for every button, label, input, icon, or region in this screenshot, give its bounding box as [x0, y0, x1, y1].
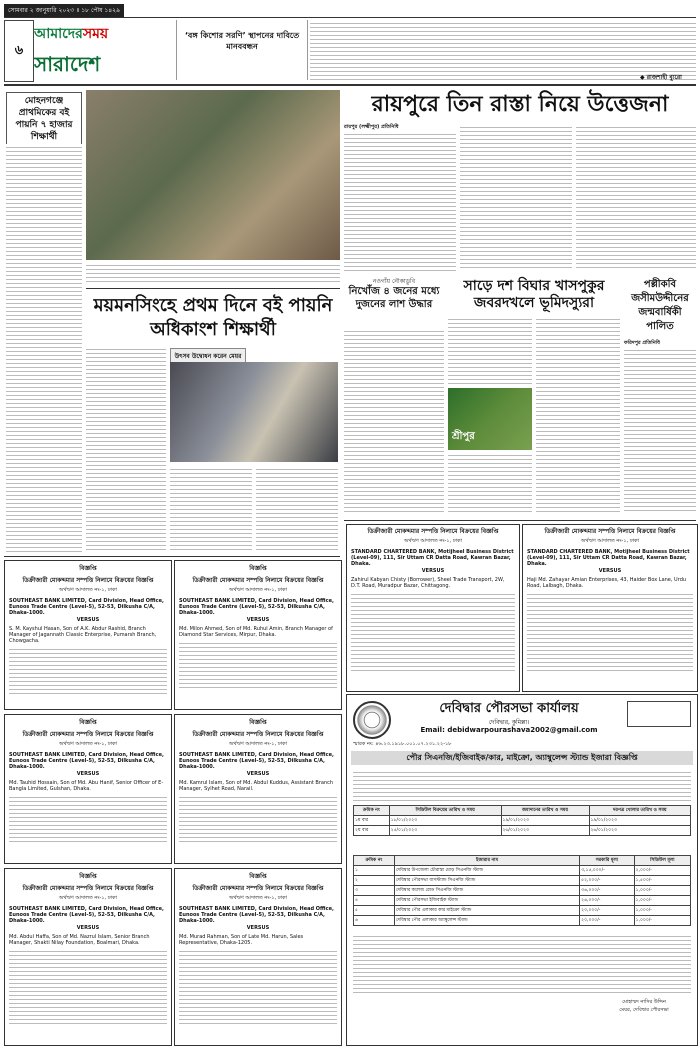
notice-title: ডিক্রীজারী মোকদ্দমার সম্পত্তি নিলামে বিক্রয়ের বিজ্ঞপ্তি: [22, 731, 154, 738]
lease-table: [353, 855, 691, 926]
ad-body: [9, 794, 167, 842]
ad-title: বিজ্ঞপ্তি: [249, 873, 267, 880]
lease-table-cell: ৩৬,০০০/-: [580, 886, 634, 896]
schedule-table-cell: ২৫/০১/২০২৩: [389, 826, 501, 836]
jasimuddin-byline: ফরিদপুর প্রতিনিধি: [624, 340, 660, 346]
notice-title: ডিক্রীজারী মোকদ্দমার সম্পত্তি নিলামে বিক্রয়ের বিজ্ঞপ্তি: [367, 528, 499, 535]
section-title: সারাদেশ: [34, 52, 101, 76]
raipur-byline: রায়পুর (লক্ষ্মীপুর) প্রতিনিধি: [344, 124, 399, 130]
page-number: ৬: [4, 20, 34, 82]
southeast-ad-2: [174, 560, 342, 710]
municipality-seal-icon: [353, 701, 391, 739]
newspaper-logo: [34, 22, 174, 46]
lease-table-row: [354, 916, 691, 926]
schedule-table-cell: ১৮/০১/২০২৩: [389, 816, 501, 826]
court-name: অর্থঋণ আদালত নং-১, ঢাকা: [59, 895, 117, 901]
lease-table-cell: ৩: [354, 886, 395, 896]
defendant: Md. Milon Ahmed, Son of Md. Ruhul Amin, Branch Manager of Diamond Star Services, Mirpur, Dhaka.: [179, 626, 333, 638]
notice-title: ডিক্রীজারী মোকদ্দমার সম্পত্তি নিলামে বিক্রয়ের বিজ্ঞপ্তি: [22, 577, 154, 584]
lease-table-cell: ৬: [354, 916, 395, 926]
signatory-title: মেয়র, দেবিদ্বার পৌরসভা: [619, 1007, 669, 1013]
lease-table-row: [354, 896, 691, 906]
versus: VERSUS: [246, 925, 270, 931]
naogaon-headline: নিখোঁজ ৪ জনের মধ্যে দুজনের লাশ উদ্ধার: [348, 286, 440, 310]
ad-title: বিজ্ঞপ্তি: [79, 873, 97, 880]
logo-part-1: আমাদের: [34, 26, 83, 42]
raipur-col-1: [344, 131, 456, 271]
divider: [86, 288, 340, 289]
ad-body: [351, 591, 515, 671]
pourashava-signature: [597, 999, 691, 1015]
lease-table-cell: ১,৫০০/-: [634, 876, 690, 886]
ad-body: [179, 640, 337, 688]
versus: VERSUS: [76, 925, 100, 931]
court-name: অর্থঋণ আদালত নং-১, ঢাকা: [229, 587, 287, 593]
lease-table-row: [354, 886, 691, 896]
versus: VERSUS: [76, 771, 100, 777]
lease-table-cell: ১,০০০/-: [634, 896, 690, 906]
mymensingh-col-2: [170, 466, 252, 552]
divider: [344, 520, 696, 521]
sreepur-photo: [448, 388, 532, 450]
logo-part-2: সময়: [82, 26, 109, 42]
khaspukur-col-1: [448, 316, 532, 386]
jasimuddin-body: [624, 347, 696, 514]
bank-name: STANDARD CHARTERED BANK, Motijheel Business District (Level-09), 111, Sir Uttam CR Datta Road, Kawran Bazar, Dhaka.: [351, 549, 514, 567]
defendant: S. M. Kayshul Hasan, Son of A.K. Abdur Rashid, Branch Manager of Jagannath Classic Enterprise, Pumarsh Branch, Chowgacha.: [9, 626, 157, 644]
lease-table-cell: ২,০০০/-: [634, 866, 690, 876]
lease-table-cell: দেবিদ্বার উপজেলা চৌরাস্তা মোড় সিএনজি স্ট্যান্ড: [394, 866, 579, 876]
ad-title: বিজ্ঞপ্তি: [249, 565, 267, 572]
lease-table-cell: দেবিদ্বার কলেজ রোড সিএনজি স্ট্যান্ড: [394, 886, 579, 896]
notice-title: ডিক্রীজারী মোকদ্দমার সম্পত্তি নিলামে বিক্রয়ের বিজ্ঞপ্তি: [192, 731, 324, 738]
lease-table-cell: ৫২,০০০/-: [580, 876, 634, 886]
lease-table-cell: ১: [354, 866, 395, 876]
promo-byline: রাজশাহী ব্যুরো: [646, 74, 682, 81]
photo-caption: [86, 262, 340, 284]
versus: VERSUS: [246, 771, 270, 777]
signatory-name: মোহাম্মদ নাসির উদ্দিন: [622, 999, 666, 1005]
lease-table-cell: ১,০০০/-: [634, 886, 690, 896]
defendant: Md. Kamrul Islam, Son of Md. Abdul Kuddus, Assistant Branch Manager, Sylhet Road, Narail.: [179, 780, 334, 792]
naogaon-kicker: নওগাঁয় নৌকাডুবি: [372, 278, 416, 285]
pourashava-place: দেবিদ্বার, কুমিল্লা।: [488, 719, 530, 726]
pourashava-memo: স্মারক নং: ৪৬.২৩.১৯১৮.০০১.০৭.২৩১.২২-১৮: [353, 741, 452, 747]
southeast-ad-4: [174, 714, 342, 864]
lease-table-cell: ৩,১৫,০০০/-: [580, 866, 634, 876]
lease-table-cell: দেবিদ্বার পৌরসভা বাসস্ট্যান্ড সিএনজি স্ট্যান্ড: [394, 876, 579, 886]
scb-ad-1: [346, 524, 520, 692]
lease-table-header: সিডিউল মূল্য: [634, 856, 690, 866]
court-name: অর্থঋণ আদালত নং-১, ঢাকা: [229, 895, 287, 901]
ad-body: [9, 948, 167, 1024]
notice-title: ডিক্রীজারী মোকদ্দমার সম্পত্তি নিলামে বিক্রয়ের বিজ্ঞপ্তি: [192, 885, 324, 892]
southeast-ad-6: [174, 868, 342, 1046]
schedule-table-cell: ১৯/০১/২০২৩: [589, 816, 691, 826]
schedule-table-row: [354, 826, 691, 836]
schedule-table-cell: ২য় বার: [354, 826, 390, 836]
versus: VERSUS: [76, 617, 100, 623]
divider: [4, 556, 340, 557]
court-name: অর্থঋণ আদালত নং-১, ঢাকা: [59, 741, 117, 747]
schedule-table-cell: ১৯/০১/২০২৩: [501, 816, 589, 826]
lease-table-cell: ১,০০০/-: [634, 906, 690, 916]
khaspukur-col-2: [536, 316, 620, 514]
raipur-col-2: [460, 124, 572, 271]
defendant: Md. Abdul Haffa, Son of Md. Nazrul Islam, Senior Branch Manager, Shakti Nilay Foundation, Boalmari, Dhaka.: [9, 934, 150, 946]
bank-name: SOUTHEAST BANK LIMITED, Card Division, Head Office, Eunoos Trade Centre (Level-5), 52-53, Dilkusha C/A, Dhaka-1000.: [179, 906, 334, 924]
defendant: Md. Murad Rahman, Son of Late Md. Harun, Sales Representative, Dhaka-1205.: [179, 934, 304, 946]
mymensingh-headline: ময়মনসিংহে প্রথম দিনে বই পায়নি অধিকাংশ শিক্ষার্থী: [93, 295, 333, 340]
bank-name: SOUTHEAST BANK LIMITED, Card Division, Head Office, Eunoos Trade Centre (Level-5), 52-53, Dilkusha C/A, Dhaka-1000.: [9, 598, 164, 616]
top-story-byline: ◆ রাজশাহী ব্যুরো: [640, 74, 682, 81]
mymensingh-inset-caption: উৎসব উদ্বোধন করেন মেয়র: [174, 353, 242, 360]
notice-title: ডিক্রীজারী মোকদ্দমার সম্পত্তি নিলামে বিক্রয়ের বিজ্ঞপ্তি: [22, 885, 154, 892]
ad-title: বিজ্ঞপ্তি: [249, 719, 267, 726]
promo-box: [176, 20, 308, 80]
top-story-text: [310, 20, 696, 80]
mymensingh-photo: [170, 362, 338, 462]
pourashava-terms: [353, 933, 691, 993]
mohonganj-body: [6, 144, 82, 552]
students-books-photo: [86, 90, 340, 260]
court-name: অর্থঋণ আদালত নং-১, ঢাকা: [59, 587, 117, 593]
lease-table-cell: ২৬,০০০/-: [580, 896, 634, 906]
lease-table-cell: ২০,০০০/-: [580, 906, 634, 916]
issue-date: সোমবার ২ জানুয়ারি ২০২৩ ॥ ১৮ পৌষ ১৪২৯: [4, 4, 124, 17]
masthead: [34, 20, 174, 80]
sreepur-label: শ্রীপুর: [452, 431, 475, 442]
lease-table-cell: দেবিদ্বার পৌর এলাকার অ্যাম্বুলেন্স স্ট্যান্ড: [394, 916, 579, 926]
bank-name: STANDARD CHARTERED BANK, Motijheel Business District (Level-09), 111, Sir Uttam CR Datta Road, Kawran Bazar, Dhaka.: [527, 549, 690, 567]
pourashava-notice: পৌর সিএনজি/ইজিবাইক/কার, মাইক্রো, অ্যাম্বুলেন্স স্ট্যান্ড ইজারা বিজ্ঞপ্তি: [351, 751, 693, 765]
pourashava-title: দেবিদ্বার পৌরসভা কার্যালয়: [439, 701, 579, 716]
defendant: Md. Tauhid Hossain, Son of Md. Abu Hanif, Senior Officer of E-Bangla Limited, Gulshan, Dhaka.: [9, 780, 164, 792]
schedule-table: [353, 805, 691, 836]
schedule-table-header: জমাদানের তারিখ ও সময়: [501, 806, 589, 816]
lease-table-header: সরকারি মূল্য: [580, 856, 634, 866]
ad-body: [179, 794, 337, 842]
ad-body: [9, 646, 167, 694]
defendant: Haji Md. Zahayar Amian Enterprises, 43, Haider Box Lane, Urdu Road, Lalbagh, Dhaka.: [527, 577, 687, 589]
promo-headline: ‘বঙ্গ কিশোর সরণি’ স্থাপনের দাবিতে মানববন্ধন: [184, 31, 300, 51]
southeast-ad-1: [4, 560, 172, 710]
mohonganj-story-box: [6, 92, 82, 146]
lease-table-cell: ২০,০০০/-: [580, 916, 634, 926]
lease-table-cell: দেবিদ্বার পৌর এলাকার কার মাইক্রো স্ট্যান্ড: [394, 906, 579, 916]
schedule-table-cell: ২৬/০১/২০২৩: [501, 826, 589, 836]
mohonganj-headline: মোহনগঞ্জে প্রাথমিকের বই পায়নি ৭ হাজার শিক্ষার্থী: [15, 96, 73, 142]
schedule-table-row: [354, 816, 691, 826]
notice-title: ডিক্রীজারী মোকদ্দমার সম্পত্তি নিলামে বিক্রয়ের বিজ্ঞপ্তি: [192, 577, 324, 584]
court-name: অর্থঋণ আদালত নং-১, ঢাকা: [581, 538, 639, 544]
lease-table-row: [354, 876, 691, 886]
khaspukur-col-3: [448, 452, 532, 514]
schedule-table-header: ক্রমিক নং: [354, 806, 390, 816]
bank-name: SOUTHEAST BANK LIMITED, Card Division, Head Office, Eunoos Trade Centre (Level-5), 52-53, Dilkusha C/A, Dhaka-1000.: [179, 598, 334, 616]
versus: VERSUS: [246, 617, 270, 623]
lease-table-header: ক্রমিক নং: [354, 856, 395, 866]
lease-table-header: ইজারার নাম: [394, 856, 579, 866]
date-bar: [4, 4, 696, 18]
scb-ad-2: [522, 524, 698, 692]
bank-name: SOUTHEAST BANK LIMITED, Card Division, Head Office, Eunoos Trade Centre (Level-5), 52-53, Dilkusha C/A, Dhaka-1000.: [9, 906, 164, 924]
jasimuddin-headline: পল্লীকবি জসীমউদ্দীনের জন্মবার্ষিকী পালিত: [631, 279, 689, 332]
bank-name: SOUTHEAST BANK LIMITED, Card Division, Head Office, Eunoos Trade Centre (Level-5), 52-53, Dilkusha C/A, Dhaka-1000.: [179, 752, 334, 770]
ad-body: [527, 591, 693, 671]
mymensingh-col-3: [256, 466, 338, 552]
lease-table-cell: ৪: [354, 896, 395, 906]
bank-name: SOUTHEAST BANK LIMITED, Card Division, Head Office, Eunoos Trade Centre (Level-5), 52-53, Dilkusha C/A, Dhaka-1000.: [9, 752, 164, 770]
naogaon-body: [344, 328, 444, 514]
ad-title: বিজ্ঞপ্তি: [79, 565, 97, 572]
southeast-ad-5: [4, 868, 172, 1046]
lease-table-row: [354, 866, 691, 876]
lease-table-cell: ২: [354, 876, 395, 886]
ad-body: [179, 948, 337, 1024]
schedule-table-cell: ১ম বার: [354, 816, 390, 826]
pourashava-intro: [353, 769, 691, 801]
versus: VERSUS: [421, 568, 445, 574]
schedule-table-header: সিডিউল বিক্রয়ের তারিখ ও সময়: [389, 806, 501, 816]
lease-table-cell: ৫: [354, 906, 395, 916]
defendant: Zahirul Kabyan Chisty (Borrower), Sheel Trade Transport, 2W, D.T. Road, Muradpur Bazar, Chittagong.: [351, 577, 505, 589]
masthead-divider: [4, 84, 696, 86]
pourashava-sign-box: [627, 701, 691, 727]
lease-table-row: [354, 906, 691, 916]
court-name: অর্থঋণ আদালত নং-১, ঢাকা: [229, 741, 287, 747]
raipur-col-3: [576, 124, 696, 271]
schedule-table-cell: ২৬/০১/২০২৩: [589, 826, 691, 836]
court-name: অর্থঋণ আদালত নং-১, ঢাকা: [404, 538, 462, 544]
mymensingh-col-1: [86, 346, 166, 552]
notice-title: ডিক্রীজারী মোকদ্দমার সম্পত্তি নিলামে বিক্রয়ের বিজ্ঞপ্তি: [544, 528, 676, 535]
khaspukur-headline: সাড়ে দশ বিঘার খাসপুকুর জবরদখলে ভূমিদস্যুরা: [463, 278, 605, 311]
versus: VERSUS: [598, 568, 622, 574]
southeast-ad-3: [4, 714, 172, 864]
lease-table-cell: দেবিদ্বার পৌরসভা ইজিবাইক স্ট্যান্ড: [394, 896, 579, 906]
pourashava-email: Email: debidwarpourashava2002@gmail.com: [420, 726, 598, 734]
lease-table-cell: ১,০০০/-: [634, 916, 690, 926]
pourashava-ad: [346, 694, 698, 1046]
raipur-headline: রায়পুরে তিন রাস্তা নিয়ে উত্তেজনা: [371, 92, 669, 117]
schedule-table-header: দরপত্র খোলার তারিখ ও সময়: [589, 806, 691, 816]
ad-title: বিজ্ঞপ্তি: [79, 719, 97, 726]
